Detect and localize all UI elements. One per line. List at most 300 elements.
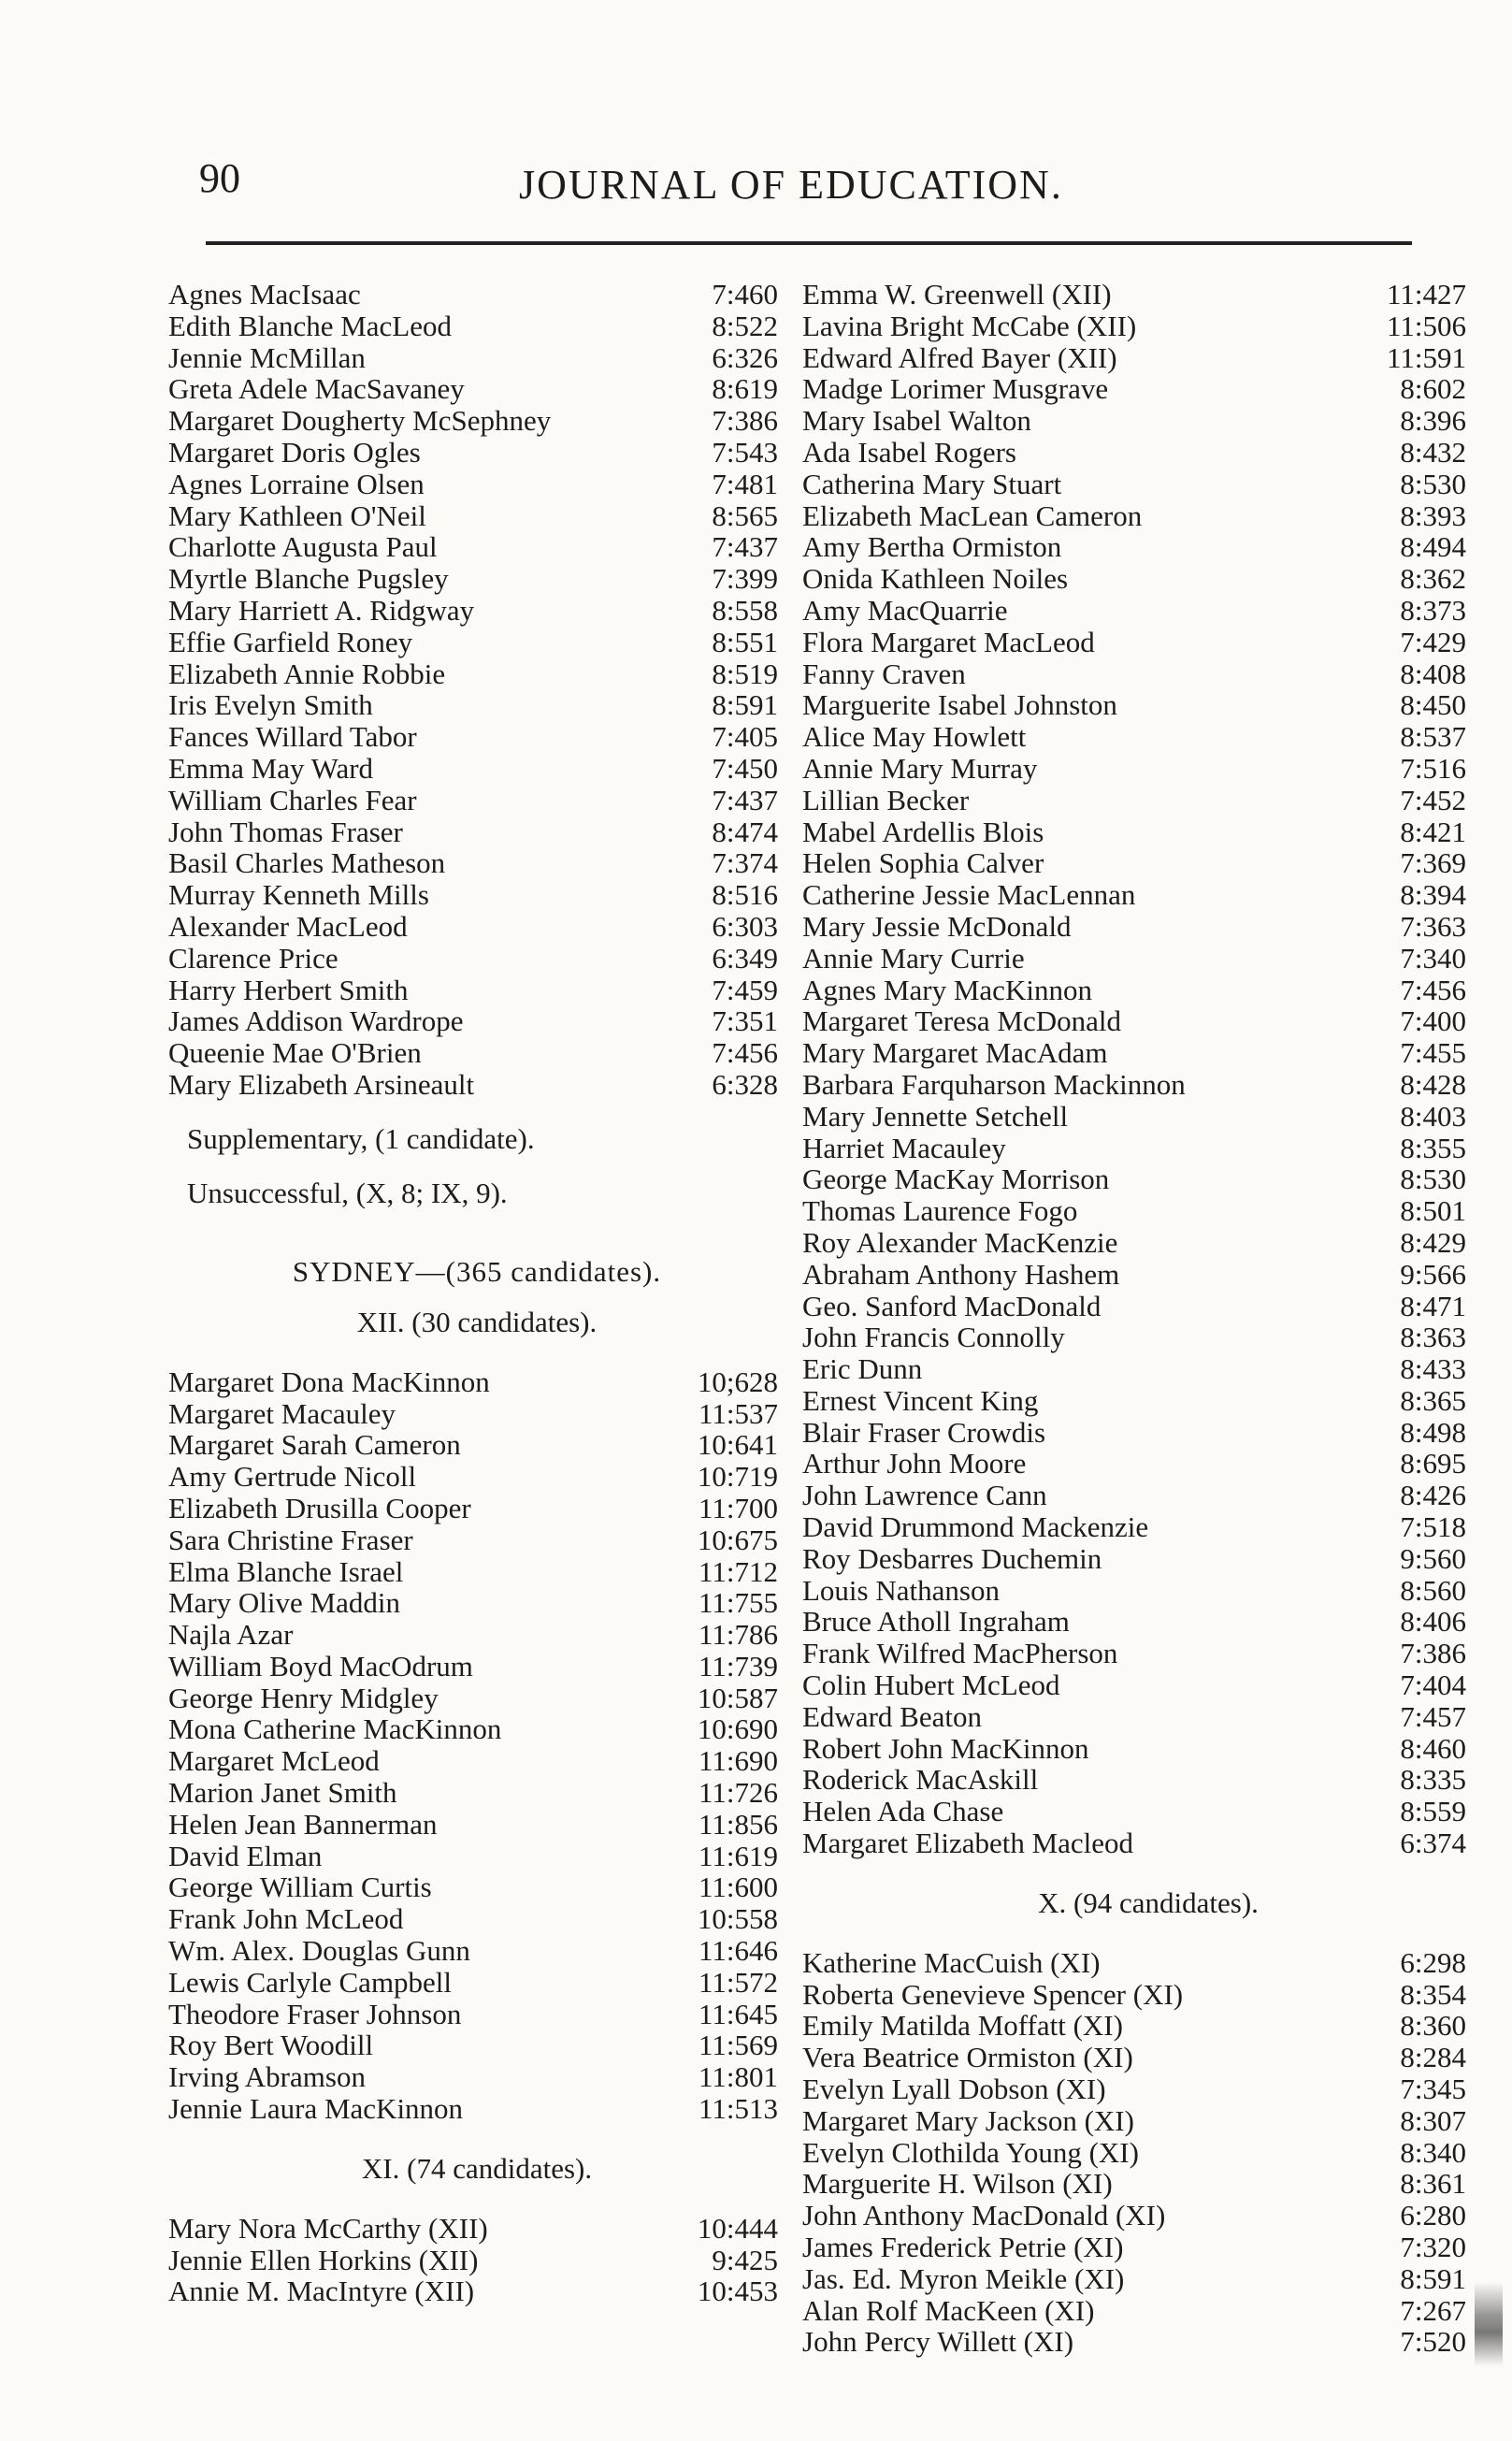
list-item xyxy=(168,1871,785,1903)
list-item xyxy=(168,879,785,911)
candidate-name: Evelyn Lyall Dobson (XI) xyxy=(802,2073,1106,2106)
candidate-name: William Charles Fear xyxy=(168,783,417,816)
list-item xyxy=(168,1619,785,1651)
list-item xyxy=(168,531,785,563)
candidate-name: John Thomas Fraser xyxy=(168,815,403,848)
candidate-score: 9:566 xyxy=(1400,1257,1466,1291)
candidate-name: Emma May Ward xyxy=(168,751,374,785)
candidate-score: 6:298 xyxy=(1400,1945,1466,1979)
list-item xyxy=(802,1417,1494,1449)
candidate-name: Roberta Genevieve Spencer (XI) xyxy=(802,1977,1184,2011)
candidate-name: Lewis Carlyle Campbell xyxy=(168,1965,453,1999)
candidate-score: 8:591 xyxy=(712,688,778,722)
grade-x-list xyxy=(802,1947,1494,2358)
candidate-score: 11:856 xyxy=(698,1807,778,1841)
grade-xii-heading: XII. (30 candidates). xyxy=(356,1305,598,1338)
candidate-score: 6:374 xyxy=(1400,1827,1466,1860)
candidate-score: 8:355 xyxy=(1400,1131,1466,1164)
candidate-score: 8:460 xyxy=(1400,1731,1466,1765)
candidate-score: 7:437 xyxy=(712,530,778,564)
list-item xyxy=(168,1999,785,2030)
candidate-score: 7:340 xyxy=(1400,941,1466,975)
candidate-score: 8:474 xyxy=(712,815,778,848)
list-item xyxy=(168,2275,785,2307)
candidate-score: 8:565 xyxy=(712,498,778,532)
list-item xyxy=(802,1037,1494,1069)
list-item xyxy=(802,1764,1494,1796)
list-item xyxy=(802,1163,1494,1195)
list-item xyxy=(168,1524,785,1556)
candidate-name: Amy Bertha Ormiston xyxy=(802,530,1062,564)
candidate-score: 6:303 xyxy=(712,909,778,943)
candidate-score: 8:501 xyxy=(1400,1194,1466,1228)
candidate-score: 6:326 xyxy=(712,340,778,374)
list-item xyxy=(802,1133,1494,1164)
list-item xyxy=(802,847,1494,879)
candidate-name: Mona Catherine MacKinnon xyxy=(168,1712,502,1746)
candidate-name: Edith Blanche MacLeod xyxy=(168,309,453,342)
list-item xyxy=(168,563,785,595)
candidate-name: Helen Jean Bannerman xyxy=(168,1807,438,1841)
candidate-score: 11:537 xyxy=(698,1396,778,1430)
candidate-score: 11:712 xyxy=(698,1554,778,1588)
candidate-score: 8:396 xyxy=(1400,404,1466,438)
candidate-score: 6:349 xyxy=(712,941,778,975)
page-number: 90 xyxy=(199,155,240,201)
list-item xyxy=(802,279,1494,311)
candidate-score: 8:450 xyxy=(1400,688,1466,722)
candidate-score: 8:560 xyxy=(1400,1573,1466,1607)
list-item xyxy=(168,1713,785,1745)
candidate-name: Catherine Jessie MacLennan xyxy=(802,878,1136,912)
candidate-name: Murray Kenneth Mills xyxy=(168,878,429,912)
candidate-name: Onida Kathleen Noiles xyxy=(802,562,1069,596)
list-item xyxy=(168,943,785,975)
list-item xyxy=(168,975,785,1006)
list-item xyxy=(802,2295,1494,2327)
candidate-score: 7:386 xyxy=(712,404,778,438)
candidate-name: Effie Garfield Roney xyxy=(168,625,413,658)
candidate-name: Mary Nora McCarthy (XII) xyxy=(168,2211,488,2245)
list-item xyxy=(168,2093,785,2125)
candidate-name: Roderick MacAskill xyxy=(802,1763,1039,1797)
candidate-score: 8:373 xyxy=(1400,593,1466,627)
candidate-score: 8:519 xyxy=(712,657,778,690)
list-item xyxy=(168,1809,785,1841)
list-item xyxy=(168,721,785,753)
candidate-score: 8:433 xyxy=(1400,1352,1466,1386)
candidate-name: George William Curtis xyxy=(168,1870,432,1904)
journal-title: JOURNAL OF EDUCATION. xyxy=(519,162,1063,208)
list-item xyxy=(802,785,1494,816)
candidate-score: 8:335 xyxy=(1400,1763,1466,1797)
list-item xyxy=(802,975,1494,1006)
candidate-name: Roy Alexander MacKenzie xyxy=(802,1225,1118,1259)
candidate-score: 7:400 xyxy=(1400,1004,1466,1038)
candidate-score: 11:427 xyxy=(1387,278,1466,311)
list-item xyxy=(802,2137,1494,2169)
candidate-name: Elizabeth Drusilla Cooper xyxy=(168,1491,471,1524)
candidate-score: 7:399 xyxy=(712,562,778,596)
candidate-score: 10;628 xyxy=(697,1365,778,1398)
candidate-name: Barbara Farquharson Mackinnon xyxy=(802,1067,1186,1101)
candidate-score: 8:432 xyxy=(1400,435,1466,469)
candidate-name: Jennie Laura MacKinnon xyxy=(168,2092,464,2126)
list-item xyxy=(168,1493,785,1524)
grade-xi-heading: XI. (74 candidates). xyxy=(361,2151,593,2185)
candidate-name: Elizabeth Annie Robbie xyxy=(168,657,446,690)
list-item xyxy=(802,1353,1494,1385)
list-item xyxy=(168,595,785,627)
supplementary-note: Supplementary, (1 candidate). xyxy=(187,1121,535,1155)
candidate-score: 6:280 xyxy=(1400,2199,1466,2232)
list-item xyxy=(168,373,785,405)
grade-xii-list xyxy=(168,1366,785,2125)
candidate-score: 11:591 xyxy=(1387,340,1466,374)
candidate-score: 11:801 xyxy=(698,2060,778,2094)
candidate-score: 8:471 xyxy=(1400,1289,1466,1322)
candidate-name: Mabel Ardellis Blois xyxy=(802,815,1044,848)
list-item xyxy=(802,2326,1494,2358)
candidate-score: 7:320 xyxy=(1400,2231,1466,2264)
candidate-score: 7:345 xyxy=(1400,2073,1466,2106)
candidate-name: Myrtle Blanche Pugsley xyxy=(168,562,449,596)
list-item xyxy=(168,1366,785,1398)
candidate-name: George MacKay Morrison xyxy=(802,1163,1110,1196)
candidate-name: Elma Blanche Israel xyxy=(168,1554,404,1588)
list-item xyxy=(802,311,1494,342)
candidate-name: Agnes MacIsaac xyxy=(168,278,361,311)
candidate-name: Agnes Lorraine Olsen xyxy=(168,467,425,500)
candidate-name: John Anthony MacDonald (XI) xyxy=(802,2199,1166,2232)
candidate-score: 8:307 xyxy=(1400,2103,1466,2137)
candidate-score: 8:361 xyxy=(1400,2167,1466,2201)
candidate-score: 11:739 xyxy=(698,1649,778,1683)
list-item xyxy=(168,785,785,816)
candidate-score: 7:459 xyxy=(712,973,778,1006)
candidate-name: Elizabeth MacLean Cameron xyxy=(802,498,1143,532)
candidate-score: 7:405 xyxy=(712,720,778,754)
candidate-name: Colin Hubert McLeod xyxy=(802,1668,1060,1702)
list-item xyxy=(168,658,785,690)
candidate-name: Fances Willard Tabor xyxy=(168,720,417,754)
candidate-name: Margaret Mary Jackson (XI) xyxy=(802,2103,1134,2137)
candidate-score: 7:452 xyxy=(1400,783,1466,816)
list-item xyxy=(168,689,785,721)
list-item xyxy=(168,911,785,943)
grade-xi-list xyxy=(168,2213,785,2307)
candidate-score: 8:591 xyxy=(1400,2261,1466,2295)
candidate-name: Arthur John Moore xyxy=(802,1447,1027,1480)
list-item xyxy=(168,437,785,469)
candidate-score: 11:619 xyxy=(698,1839,778,1872)
candidate-name: Margaret McLeod xyxy=(168,1744,380,1778)
list-item xyxy=(168,1461,785,1493)
list-item xyxy=(802,753,1494,785)
list-item xyxy=(802,1947,1494,1979)
candidate-score: 7:456 xyxy=(1400,973,1466,1006)
candidate-name: Blair Fraser Crowdis xyxy=(802,1415,1046,1449)
list-item xyxy=(802,1480,1494,1511)
candidate-name: George Henry Midgley xyxy=(168,1681,439,1714)
candidate-name: Marion Janet Smith xyxy=(168,1776,397,1810)
candidate-score: 8:537 xyxy=(1400,720,1466,754)
candidate-name: Frank Wilfred MacPherson xyxy=(802,1637,1118,1670)
candidate-score: 8:394 xyxy=(1400,878,1466,912)
list-item xyxy=(802,1733,1494,1765)
scan-edge-mark xyxy=(1475,2282,1503,2366)
list-item xyxy=(168,469,785,500)
list-item xyxy=(802,405,1494,437)
right-column xyxy=(802,279,1494,2358)
candidate-score: 7:481 xyxy=(712,467,778,500)
candidate-name: Edward Beaton xyxy=(802,1699,982,1733)
candidate-name: Margaret Dougherty McSephney xyxy=(168,404,552,438)
candidate-score: 8:403 xyxy=(1400,1099,1466,1133)
list-item xyxy=(802,2232,1494,2263)
candidate-name: Jas. Ed. Myron Meikle (XI) xyxy=(802,2261,1125,2295)
list-item xyxy=(802,373,1494,405)
candidate-score: 8:393 xyxy=(1400,498,1466,532)
candidate-score: 6:328 xyxy=(712,1067,778,1101)
candidate-score: 7:374 xyxy=(712,846,778,880)
list-item xyxy=(168,1037,785,1069)
candidate-name: Lillian Becker xyxy=(802,783,970,816)
candidate-score: 8:426 xyxy=(1400,1479,1466,1512)
candidate-name: David Drummond Mackenzie xyxy=(802,1510,1149,1544)
right-list-group1 xyxy=(802,279,1494,1859)
list-item xyxy=(802,595,1494,627)
list-item xyxy=(168,342,785,374)
candidate-score: 11:700 xyxy=(698,1491,778,1524)
candidate-name: Katherine MacCuish (XI) xyxy=(802,1945,1101,1979)
candidate-name: Mary Margaret MacAdam xyxy=(802,1036,1108,1070)
candidate-name: Clarence Price xyxy=(168,941,338,975)
list-item xyxy=(802,816,1494,848)
candidate-score: 8:365 xyxy=(1400,1383,1466,1417)
candidate-score: 8:363 xyxy=(1400,1321,1466,1354)
list-item xyxy=(802,2263,1494,2295)
list-item xyxy=(802,1322,1494,1353)
list-item xyxy=(168,2245,785,2276)
candidate-name: Emily Matilda Moffatt (XI) xyxy=(802,2009,1123,2043)
list-item xyxy=(802,879,1494,911)
candidate-score: 11:726 xyxy=(698,1776,778,1810)
candidate-name: Mary Harriett A. Ridgway xyxy=(168,593,475,627)
candidate-name: David Elman xyxy=(168,1839,323,1872)
candidate-name: Alice May Howlett xyxy=(802,720,1027,754)
candidate-name: Emma W. Greenwell (XII) xyxy=(802,278,1112,311)
candidate-name: Roy Bert Woodill xyxy=(168,2029,374,2062)
candidate-name: Geo. Sanford MacDonald xyxy=(802,1289,1102,1322)
candidate-name: William Boyd MacOdrum xyxy=(168,1649,473,1683)
candidate-score: 10:444 xyxy=(697,2211,778,2245)
candidate-score: 11:755 xyxy=(698,1586,778,1620)
candidate-name: Evelyn Clothilda Young (XI) xyxy=(802,2135,1139,2169)
list-item xyxy=(802,2200,1494,2232)
list-item xyxy=(802,1827,1494,1859)
list-item xyxy=(802,911,1494,943)
candidate-score: 11:569 xyxy=(698,2029,778,2062)
candidate-score: 8:340 xyxy=(1400,2135,1466,2169)
candidate-score: 7:455 xyxy=(1400,1036,1466,1070)
candidate-score: 8:421 xyxy=(1400,815,1466,848)
list-item xyxy=(168,847,785,879)
list-item xyxy=(802,1979,1494,2011)
candidate-score: 8:619 xyxy=(712,372,778,406)
list-item xyxy=(802,1195,1494,1227)
list-item xyxy=(168,1429,785,1461)
list-item xyxy=(802,1069,1494,1101)
list-item xyxy=(168,405,785,437)
candidate-score: 8:284 xyxy=(1400,2041,1466,2074)
list-item xyxy=(802,500,1494,532)
candidate-name: James Addison Wardrope xyxy=(168,1004,464,1038)
list-item xyxy=(168,1398,785,1430)
candidate-name: Amy MacQuarrie xyxy=(802,593,1008,627)
candidate-score: 8:360 xyxy=(1400,2009,1466,2043)
candidate-name: Mary Elizabeth Arsineault xyxy=(168,1067,475,1101)
list-item xyxy=(802,2073,1494,2105)
candidate-name: Ernest Vincent King xyxy=(802,1383,1039,1417)
candidate-name: Harry Herbert Smith xyxy=(168,973,409,1006)
list-item xyxy=(802,342,1494,374)
candidate-score: 7:543 xyxy=(712,435,778,469)
candidate-name: Agnes Mary MacKinnon xyxy=(802,973,1092,1006)
list-item xyxy=(168,311,785,342)
candidate-name: James Frederick Petrie (XI) xyxy=(802,2231,1124,2264)
candidate-score: 8:498 xyxy=(1400,1415,1466,1449)
candidate-score: 11:786 xyxy=(698,1618,778,1652)
candidate-name: Roy Desbarres Duchemin xyxy=(802,1541,1102,1575)
candidate-name: Flora Margaret MacLeod xyxy=(802,625,1095,658)
list-item xyxy=(168,627,785,658)
candidate-score: 8:559 xyxy=(1400,1795,1466,1828)
candidate-score: 8:551 xyxy=(712,625,778,658)
candidate-score: 10:690 xyxy=(697,1712,778,1746)
list-item xyxy=(802,1291,1494,1322)
list-item xyxy=(802,563,1494,595)
candidate-score: 8:522 xyxy=(712,309,778,342)
list-item xyxy=(168,1651,785,1683)
candidate-name: Mary Kathleen O'Neil xyxy=(168,498,426,532)
candidate-name: Robert John MacKinnon xyxy=(802,1731,1089,1765)
list-item xyxy=(802,1606,1494,1638)
candidate-name: Abraham Anthony Hashem xyxy=(802,1257,1120,1291)
candidate-score: 11:572 xyxy=(698,1965,778,1999)
candidate-score: 10:719 xyxy=(697,1460,778,1494)
list-item xyxy=(802,627,1494,658)
candidate-name: Madge Lorimer Musgrave xyxy=(802,372,1109,406)
candidate-score: 7:351 xyxy=(712,1004,778,1038)
list-item xyxy=(802,437,1494,469)
list-item xyxy=(802,943,1494,975)
candidate-score: 10:453 xyxy=(697,2275,778,2308)
candidate-name: Annie Mary Murray xyxy=(802,751,1038,785)
list-item xyxy=(802,2105,1494,2137)
candidate-score: 7:369 xyxy=(1400,846,1466,880)
candidate-name: Queenie Mae O'Brien xyxy=(168,1036,422,1070)
candidate-score: 11:646 xyxy=(698,1934,778,1968)
candidate-name: Vera Beatrice Ormiston (XI) xyxy=(802,2041,1133,2074)
list-item xyxy=(168,1587,785,1619)
sydney-heading: SYDNEY—(365 candidates). xyxy=(292,1254,662,1288)
candidate-name: Alan Rolf MacKeen (XI) xyxy=(802,2293,1095,2327)
candidate-score: 9:425 xyxy=(712,2243,778,2276)
list-item xyxy=(802,1701,1494,1733)
candidate-score: 11:690 xyxy=(698,1744,778,1778)
candidate-name: Greta Adele MacSavaney xyxy=(168,372,465,406)
candidate-name: Amy Gertrude Nicoll xyxy=(168,1460,417,1494)
candidate-score: 7:457 xyxy=(1400,1699,1466,1733)
candidate-name: Thomas Laurence Fogo xyxy=(802,1194,1078,1228)
list-item xyxy=(168,1777,785,1809)
list-item xyxy=(168,1967,785,1999)
candidate-name: Mary Jennette Setchell xyxy=(802,1099,1069,1133)
list-item xyxy=(802,2042,1494,2073)
list-item xyxy=(802,1669,1494,1701)
list-item xyxy=(802,1259,1494,1291)
candidate-score: 8:530 xyxy=(1400,1163,1466,1196)
list-item xyxy=(168,2029,785,2061)
candidate-score: 8:354 xyxy=(1400,1977,1466,2011)
list-item xyxy=(168,816,785,848)
candidate-name: Jennie Ellen Horkins (XII) xyxy=(168,2243,479,2276)
list-item xyxy=(802,658,1494,690)
candidate-name: John Lawrence Cann xyxy=(802,1479,1047,1512)
candidate-name: Margaret Doris Ogles xyxy=(168,435,421,469)
candidate-score: 7:404 xyxy=(1400,1668,1466,1702)
list-item xyxy=(802,1575,1494,1607)
candidate-score: 7:386 xyxy=(1400,1637,1466,1670)
candidate-score: 8:602 xyxy=(1400,372,1466,406)
candidate-name: Marguerite H. Wilson (XI) xyxy=(802,2167,1113,2201)
candidate-name: Catherina Mary Stuart xyxy=(802,467,1062,500)
list-item xyxy=(168,1903,785,1935)
candidate-name: Margaret Dona MacKinnon xyxy=(168,1365,490,1398)
candidate-score: 7:450 xyxy=(712,751,778,785)
candidate-score: 7:267 xyxy=(1400,2293,1466,2327)
candidate-name: Frank John McLeod xyxy=(168,1902,404,1936)
candidate-score: 11:600 xyxy=(698,1870,778,1904)
candidate-name: John Francis Connolly xyxy=(802,1321,1065,1354)
list-item xyxy=(802,531,1494,563)
header-rule xyxy=(206,241,1412,245)
candidate-score: 8:428 xyxy=(1400,1067,1466,1101)
list-item xyxy=(802,1448,1494,1480)
candidate-name: Annie Mary Currie xyxy=(802,941,1025,975)
list-item xyxy=(168,500,785,532)
candidate-score: 7:437 xyxy=(712,783,778,816)
candidate-name: Helen Ada Chase xyxy=(802,1795,1004,1828)
candidate-name: Louis Nathanson xyxy=(802,1573,1000,1607)
candidate-name: Charlotte Augusta Paul xyxy=(168,530,438,564)
candidate-score: 7:429 xyxy=(1400,625,1466,658)
candidate-score: 8:516 xyxy=(712,878,778,912)
candidate-name: Ada Isabel Rogers xyxy=(802,435,1016,469)
candidate-score: 7:460 xyxy=(712,278,778,311)
list-item xyxy=(802,721,1494,753)
candidate-name: Eric Dunn xyxy=(802,1352,923,1386)
list-item xyxy=(802,2010,1494,2042)
list-item xyxy=(802,1005,1494,1037)
list-item xyxy=(168,1683,785,1714)
candidate-name: Margaret Sarah Cameron xyxy=(168,1428,461,1462)
candidate-name: Basil Charles Matheson xyxy=(168,846,446,880)
list-item xyxy=(802,2168,1494,2200)
candidate-score: 8:558 xyxy=(712,593,778,627)
candidate-name: Najla Azar xyxy=(168,1618,294,1652)
